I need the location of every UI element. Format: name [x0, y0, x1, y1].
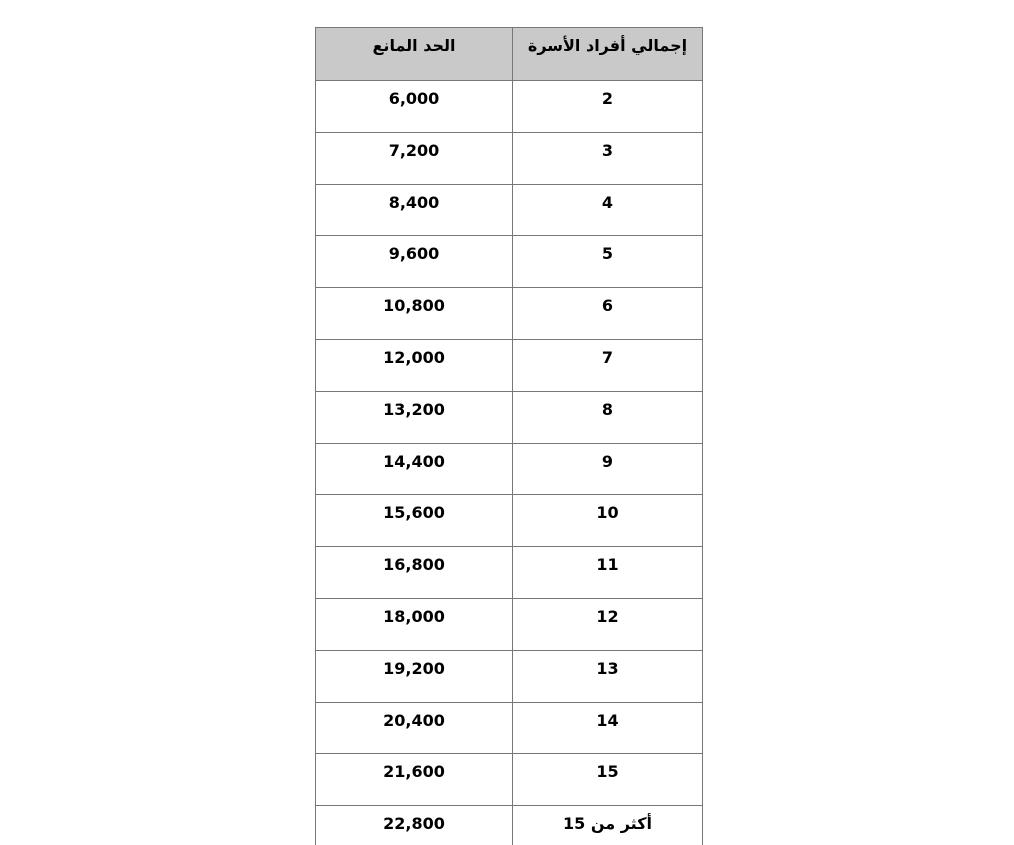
- table-row: [316, 81, 703, 133]
- members-cell: 8: [513, 391, 703, 443]
- members-cell: 3: [513, 132, 703, 184]
- members-cell: 9: [513, 443, 703, 495]
- members-cell: 2: [513, 81, 703, 133]
- members-cell: 11: [513, 547, 703, 599]
- table-row: [316, 547, 703, 599]
- income-limit-table-container: [315, 27, 702, 845]
- limit-cell: 22,800: [316, 806, 513, 845]
- members-cell: 12: [513, 598, 703, 650]
- limit-cell: 20,400: [316, 702, 513, 754]
- limit-cell: 21,600: [316, 754, 513, 806]
- members-cell: أكثر من 15: [513, 806, 703, 845]
- table-row: [316, 236, 703, 288]
- table-row: [316, 288, 703, 340]
- limit-cell: 16,800: [316, 547, 513, 599]
- members-cell: 13: [513, 650, 703, 702]
- members-cell: 4: [513, 184, 703, 236]
- table-row: [316, 391, 703, 443]
- members-cell: 5: [513, 236, 703, 288]
- table-row: [316, 184, 703, 236]
- limit-cell: 6,000: [316, 81, 513, 133]
- table-row: [316, 132, 703, 184]
- members-cell: 15: [513, 754, 703, 806]
- limit-cell: 15,600: [316, 495, 513, 547]
- members-cell: 7: [513, 339, 703, 391]
- table-row: [316, 339, 703, 391]
- table-row: [316, 495, 703, 547]
- income-limit-table: [315, 27, 703, 845]
- table-row: [316, 598, 703, 650]
- members-cell: 10: [513, 495, 703, 547]
- limit-cell: 12,000: [316, 339, 513, 391]
- limit-cell: 8,400: [316, 184, 513, 236]
- table-row: [316, 650, 703, 702]
- table-row: [316, 702, 703, 754]
- limit-cell: 9,600: [316, 236, 513, 288]
- limit-cell: 13,200: [316, 391, 513, 443]
- table-row: [316, 443, 703, 495]
- header-limit: الحد المانع: [316, 28, 513, 81]
- limit-cell: 18,000: [316, 598, 513, 650]
- limit-cell: 19,200: [316, 650, 513, 702]
- limit-cell: 10,800: [316, 288, 513, 340]
- table-header-row: [316, 28, 703, 81]
- table-row: [316, 806, 703, 845]
- table-row: [316, 754, 703, 806]
- members-cell: 6: [513, 288, 703, 340]
- header-family-members: إجمالي أفراد الأسرة: [513, 28, 703, 81]
- limit-cell: 14,400: [316, 443, 513, 495]
- members-cell: 14: [513, 702, 703, 754]
- limit-cell: 7,200: [316, 132, 513, 184]
